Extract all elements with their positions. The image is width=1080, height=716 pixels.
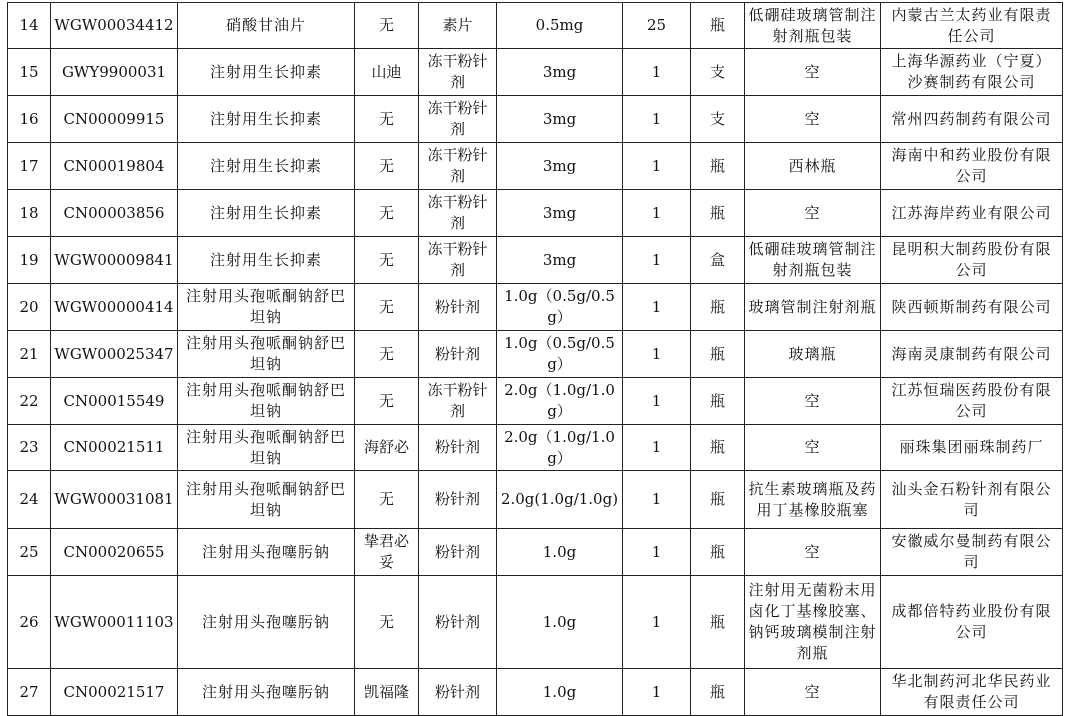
- packaging-cell: 低硼硅玻璃管制注射剂瓶包装: [745, 3, 881, 49]
- table-row: [8, 49, 1063, 96]
- quantity-cell: 1: [623, 425, 691, 471]
- brand-name-cell: 凯福隆: [355, 669, 419, 716]
- unit-cell: 瓶: [691, 425, 745, 471]
- dosage-form-cell: 冻干粉针剂: [419, 49, 497, 96]
- row-number-cell: 22: [8, 378, 51, 425]
- manufacturer-cell: 昆明积大制药股份有限公司: [881, 237, 1063, 284]
- dosage-form-cell: 冻干粉针剂: [419, 96, 497, 143]
- table-row: [8, 576, 1063, 669]
- unit-cell: 瓶: [691, 284, 745, 331]
- drug-name-cell: 注射用头孢哌酮钠舒巴坦钠: [178, 425, 355, 471]
- drug-name-cell: 注射用头孢噻肟钠: [178, 669, 355, 716]
- row-number-cell: 17: [8, 143, 51, 190]
- table-row: [8, 331, 1063, 378]
- manufacturer-cell: 江苏恒瑞医药股份有限公司: [881, 378, 1063, 425]
- specification-cell: 1.0g: [497, 529, 623, 576]
- drug-name-cell: 注射用头孢噻肟钠: [178, 529, 355, 576]
- table-row: [8, 378, 1063, 425]
- quantity-cell: 1: [623, 190, 691, 237]
- table-row: [8, 96, 1063, 143]
- row-number-cell: 18: [8, 190, 51, 237]
- drug-code-cell: WGW00034412: [51, 3, 178, 49]
- quantity-cell: 1: [623, 669, 691, 716]
- brand-name-cell: 无: [355, 237, 419, 284]
- packaging-cell: 空: [745, 49, 881, 96]
- brand-name-cell: 无: [355, 143, 419, 190]
- manufacturer-cell: 常州四药制药有限公司: [881, 96, 1063, 143]
- manufacturer-cell: 成都倍特药业股份有限公司: [881, 576, 1063, 669]
- brand-name-cell: 无: [355, 576, 419, 669]
- quantity-cell: 1: [623, 143, 691, 190]
- packaging-cell: 玻璃管制注射剂瓶: [745, 284, 881, 331]
- unit-cell: 瓶: [691, 331, 745, 378]
- packaging-cell: 抗生素玻璃瓶及药用丁基橡胶瓶塞: [745, 471, 881, 529]
- dosage-form-cell: 粉针剂: [419, 576, 497, 669]
- manufacturer-cell: 海南灵康制药有限公司: [881, 331, 1063, 378]
- drug-code-cell: CN00021511: [51, 425, 178, 471]
- specification-cell: 3mg: [497, 96, 623, 143]
- row-number-cell: 27: [8, 669, 51, 716]
- drug-name-cell: 注射用生长抑素: [178, 237, 355, 284]
- dosage-form-cell: 粉针剂: [419, 471, 497, 529]
- quantity-cell: 25: [623, 3, 691, 49]
- row-number-cell: 24: [8, 471, 51, 529]
- quantity-cell: 1: [623, 284, 691, 331]
- drug-code-cell: WGW00025347: [51, 331, 178, 378]
- drug-name-cell: 注射用生长抑素: [178, 96, 355, 143]
- unit-cell: 支: [691, 96, 745, 143]
- unit-cell: 瓶: [691, 576, 745, 669]
- row-number-cell: 14: [8, 3, 51, 49]
- dosage-form-cell: 粉针剂: [419, 669, 497, 716]
- dosage-form-cell: 冻干粉针剂: [419, 143, 497, 190]
- brand-name-cell: 无: [355, 331, 419, 378]
- quantity-cell: 1: [623, 331, 691, 378]
- quantity-cell: 1: [623, 96, 691, 143]
- drug-code-cell: WGW00011103: [51, 576, 178, 669]
- packaging-cell: 空: [745, 669, 881, 716]
- unit-cell: 瓶: [691, 669, 745, 716]
- table-row: [8, 237, 1063, 284]
- unit-cell: 瓶: [691, 471, 745, 529]
- quantity-cell: 1: [623, 471, 691, 529]
- specification-cell: 2.0g（1.0g/1.0g）: [497, 425, 623, 471]
- packaging-cell: 西林瓶: [745, 143, 881, 190]
- packaging-cell: 玻璃瓶: [745, 331, 881, 378]
- manufacturer-cell: 海南中和药业股份有限公司: [881, 143, 1063, 190]
- brand-name-cell: 无: [355, 3, 419, 49]
- specification-cell: 0.5mg: [497, 3, 623, 49]
- table-row: [8, 3, 1063, 49]
- drug-code-cell: CN00003856: [51, 190, 178, 237]
- table-row: [8, 669, 1063, 716]
- dosage-form-cell: 粉针剂: [419, 331, 497, 378]
- brand-name-cell: 海舒必: [355, 425, 419, 471]
- row-number-cell: 16: [8, 96, 51, 143]
- specification-cell: 2.0g（1.0g/1.0g）: [497, 378, 623, 425]
- quantity-cell: 1: [623, 529, 691, 576]
- manufacturer-cell: 江苏海岸药业有限公司: [881, 190, 1063, 237]
- table-body: [8, 3, 1063, 716]
- manufacturer-cell: 内蒙古兰太药业有限责任公司: [881, 3, 1063, 49]
- manufacturer-cell: 陕西顿斯制药有限公司: [881, 284, 1063, 331]
- specification-cell: 3mg: [497, 237, 623, 284]
- drug-code-cell: CN00009915: [51, 96, 178, 143]
- dosage-form-cell: 粉针剂: [419, 529, 497, 576]
- dosage-form-cell: 粉针剂: [419, 284, 497, 331]
- dosage-form-cell: 粉针剂: [419, 425, 497, 471]
- drug-name-cell: 注射用生长抑素: [178, 190, 355, 237]
- packaging-cell: 空: [745, 378, 881, 425]
- drug-name-cell: 硝酸甘油片: [178, 3, 355, 49]
- packaging-cell: 空: [745, 190, 881, 237]
- dosage-form-cell: 冻干粉针剂: [419, 378, 497, 425]
- drug-name-cell: 注射用头孢哌酮钠舒巴坦钠: [178, 284, 355, 331]
- drug-code-cell: WGW00000414: [51, 284, 178, 331]
- row-number-cell: 23: [8, 425, 51, 471]
- specification-cell: 1.0g: [497, 669, 623, 716]
- quantity-cell: 1: [623, 576, 691, 669]
- manufacturer-cell: 上海华源药业（宁夏）沙赛制药有限公司: [881, 49, 1063, 96]
- drug-code-cell: CN00020655: [51, 529, 178, 576]
- unit-cell: 支: [691, 49, 745, 96]
- unit-cell: 瓶: [691, 529, 745, 576]
- packaging-cell: 低硼硅玻璃管制注射剂瓶包装: [745, 237, 881, 284]
- drug-name-cell: 注射用头孢噻肟钠: [178, 576, 355, 669]
- quantity-cell: 1: [623, 237, 691, 284]
- unit-cell: 瓶: [691, 143, 745, 190]
- brand-name-cell: 无: [355, 284, 419, 331]
- drug-name-cell: 注射用头孢哌酮钠舒巴坦钠: [178, 471, 355, 529]
- specification-cell: 3mg: [497, 143, 623, 190]
- table-row: [8, 471, 1063, 529]
- row-number-cell: 20: [8, 284, 51, 331]
- packaging-cell: 注射用无菌粉末用卤化丁基橡胶塞、钠钙玻璃模制注射剂瓶: [745, 576, 881, 669]
- drug-code-cell: WGW00031081: [51, 471, 178, 529]
- packaging-cell: 空: [745, 96, 881, 143]
- row-number-cell: 15: [8, 49, 51, 96]
- drug-code-cell: CN00019804: [51, 143, 178, 190]
- brand-name-cell: 无: [355, 471, 419, 529]
- manufacturer-cell: 安徽威尔曼制药有限公司: [881, 529, 1063, 576]
- specification-cell: 1.0g: [497, 576, 623, 669]
- specification-cell: 3mg: [497, 49, 623, 96]
- specification-cell: 3mg: [497, 190, 623, 237]
- quantity-cell: 1: [623, 49, 691, 96]
- dosage-form-cell: 冻干粉针剂: [419, 237, 497, 284]
- manufacturer-cell: 华北制药河北华民药业有限责任公司: [881, 669, 1063, 716]
- row-number-cell: 19: [8, 237, 51, 284]
- unit-cell: 瓶: [691, 378, 745, 425]
- drug-name-cell: 注射用生长抑素: [178, 143, 355, 190]
- manufacturer-cell: 汕头金石粉针剂有限公司: [881, 471, 1063, 529]
- specification-cell: 1.0g（0.5g/0.5g）: [497, 331, 623, 378]
- table-row: [8, 143, 1063, 190]
- table-row: [8, 529, 1063, 576]
- row-number-cell: 25: [8, 529, 51, 576]
- drug-code-cell: GWY9900031: [51, 49, 178, 96]
- row-number-cell: 26: [8, 576, 51, 669]
- unit-cell: 瓶: [691, 190, 745, 237]
- drug-list-table: [7, 2, 1063, 716]
- table-row: [8, 425, 1063, 471]
- row-number-cell: 21: [8, 331, 51, 378]
- drug-code-cell: CN00021517: [51, 669, 178, 716]
- table-row: [8, 190, 1063, 237]
- specification-cell: 2.0g(1.0g/1.0g): [497, 471, 623, 529]
- table-row: [8, 284, 1063, 331]
- quantity-cell: 1: [623, 378, 691, 425]
- unit-cell: 盒: [691, 237, 745, 284]
- brand-name-cell: 无: [355, 96, 419, 143]
- manufacturer-cell: 丽珠集团丽珠制药厂: [881, 425, 1063, 471]
- brand-name-cell: 无: [355, 378, 419, 425]
- unit-cell: 瓶: [691, 3, 745, 49]
- packaging-cell: 空: [745, 425, 881, 471]
- dosage-form-cell: 冻干粉针剂: [419, 190, 497, 237]
- specification-cell: 1.0g（0.5g/0.5g）: [497, 284, 623, 331]
- drug-code-cell: WGW00009841: [51, 237, 178, 284]
- drug-name-cell: 注射用生长抑素: [178, 49, 355, 96]
- brand-name-cell: 山迪: [355, 49, 419, 96]
- packaging-cell: 空: [745, 529, 881, 576]
- brand-name-cell: 挚君必妥: [355, 529, 419, 576]
- drug-name-cell: 注射用头孢哌酮钠舒巴坦钠: [178, 378, 355, 425]
- drug-code-cell: CN00015549: [51, 378, 178, 425]
- drug-name-cell: 注射用头孢哌酮钠舒巴坦钠: [178, 331, 355, 378]
- brand-name-cell: 无: [355, 190, 419, 237]
- dosage-form-cell: 素片: [419, 3, 497, 49]
